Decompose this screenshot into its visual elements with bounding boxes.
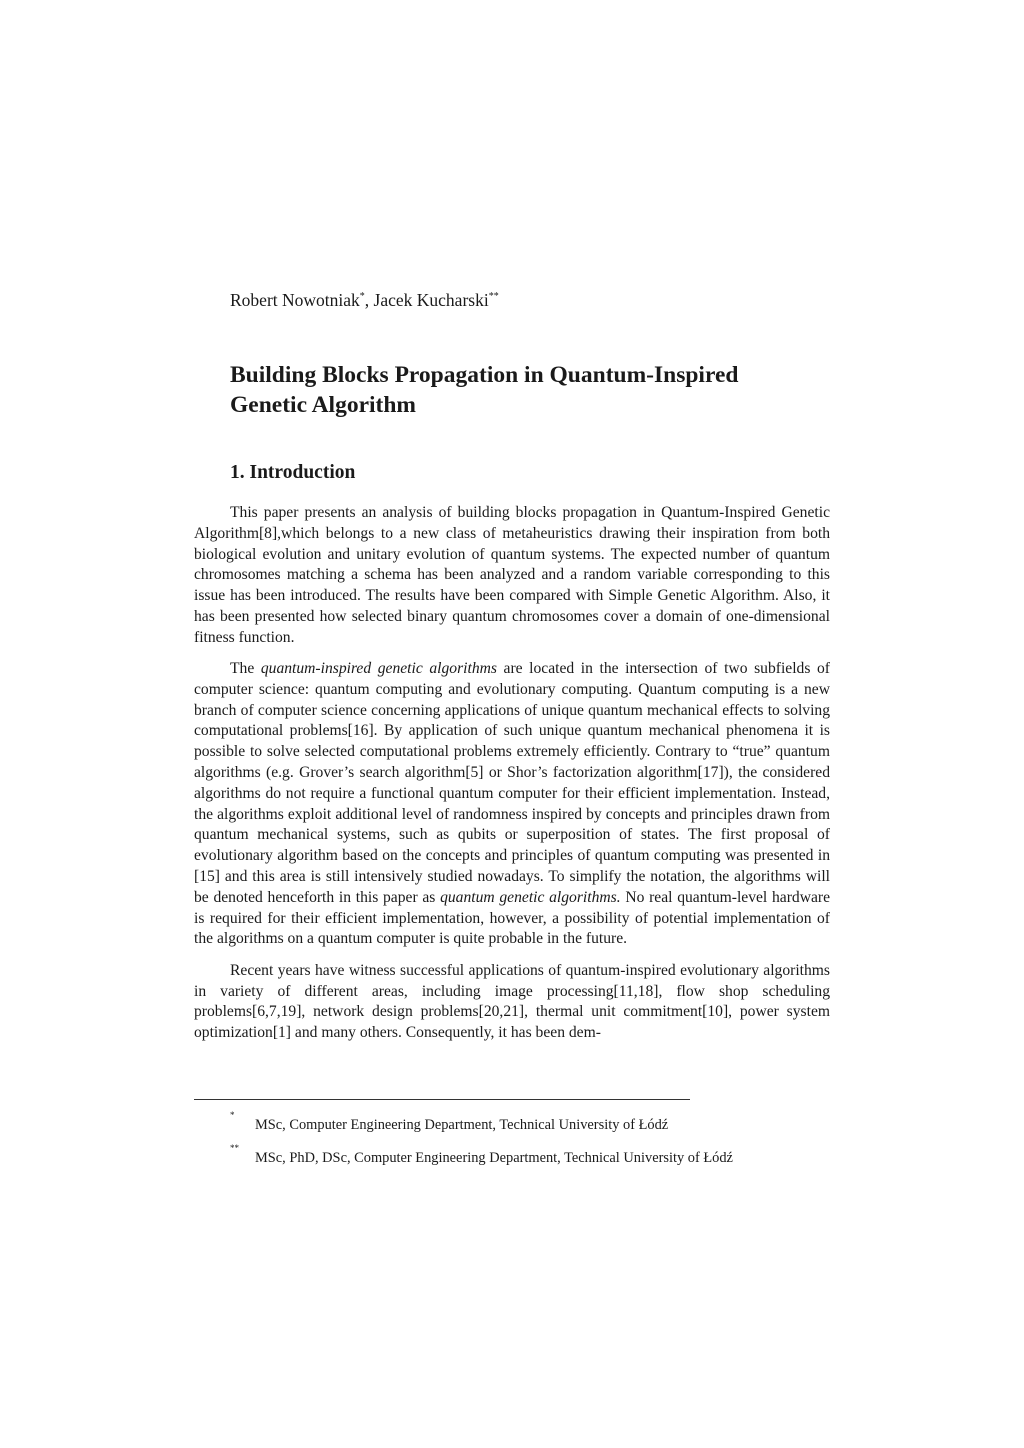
paragraph-2-emphasis-2: quantum genetic algorithms. [440,888,621,906]
footnote-divider [194,1099,690,1100]
title-line-1: Building Blocks Propagation in Quantum-Inspired [230,362,739,388]
paragraph-1: This paper presents an analysis of building blocks propagation in Quantum-Inspired Genetic Algorithm[8],which belongs to a new class of metaheuristics drawing their inspiration from both biological evolution and unitary evolution of quantum systems. The expected number of quantum chromosomes matching a schema has been analyzed and a random variable corresponding to this issue has been introduced. The results have been compared with Simple Genetic Algorithm. Also, it has been presented how selected binary quantum chromosomes cover a domain of one-dimensional fitness function. [194,504,830,646]
author-footnote-mark-2: ** [488,291,499,302]
footnote-1-mark: * [230,1110,235,1120]
paragraph-2 [194,659,830,950]
paragraph-3: Recent years have witness successful applications of quantum-inspired evolutionary algorithms in variety of different areas, including image processing[11,18], flow shop scheduling problems[6,7,19], network design problems[20,21], thermal unit commitment[10], power system optimization[1] and many others. Consequently, it has been dem- [194,961,830,1042]
title-line-2: Genetic Algorithm [230,392,417,418]
author-footnote-mark-1: * [359,291,365,302]
footnote-2-mark: ** [230,1143,239,1153]
paper-page [194,0,830,1448]
footnote-1-text: MSc, Computer Engineering Department, Technical University of Łódź [255,1117,669,1133]
author-separator: , [364,290,374,310]
body-text [194,503,830,1044]
paragraph-2-emphasis-1: quantum-inspired genetic algorithms [260,660,497,678]
author-name-1: Robert Nowotniak [230,290,360,310]
paragraph-2-end: No real quantum-level hardware is required for their efficient implementation, however, a possibility of potential implementation of the algorithms on a quantum computer is quite probable in the future. [194,888,830,948]
footnote-2-text: MSc, PhD, DSc, Computer Engineering Department, Technical University of Łódź [255,1150,733,1166]
paragraph-2-middle: are located in the intersection of two subfields of computer science: quantum computing and evolutionary computing. Quantum computing is a new branch of computer science concerning applications of unique quantum mechanical effects to solving computational problems[16]. By application of such unique quantum mechanical phenomena it is possible to solve selected computational problems extremely efficiently. Contrary to “true” quantum algorithms (e.g. Grover’s search algorithm[5] or Shor’s factorization algorithm[17]), the considered algorithms do not require a functional quantum computer for their efficient implementation. Instead, the algorithms exploit additional level of randomness inspired by concepts and principles drawn from quantum mechanical systems, such as qubits or superposition of states. The first proposal of evolutionary algorithm based on the concepts and principles of quantum computing was presented in [15] and this area is still intensively studied nowadays. To simplify the notation, the algorithms will be denoted henceforth in this paper as [194,660,830,906]
paragraph-2-start: The [230,660,261,678]
author-line [230,288,499,312]
author-name-2: Jacek Kucharski [373,290,489,310]
paper-title [230,360,830,420]
section-heading: 1. Introduction [230,462,356,483]
